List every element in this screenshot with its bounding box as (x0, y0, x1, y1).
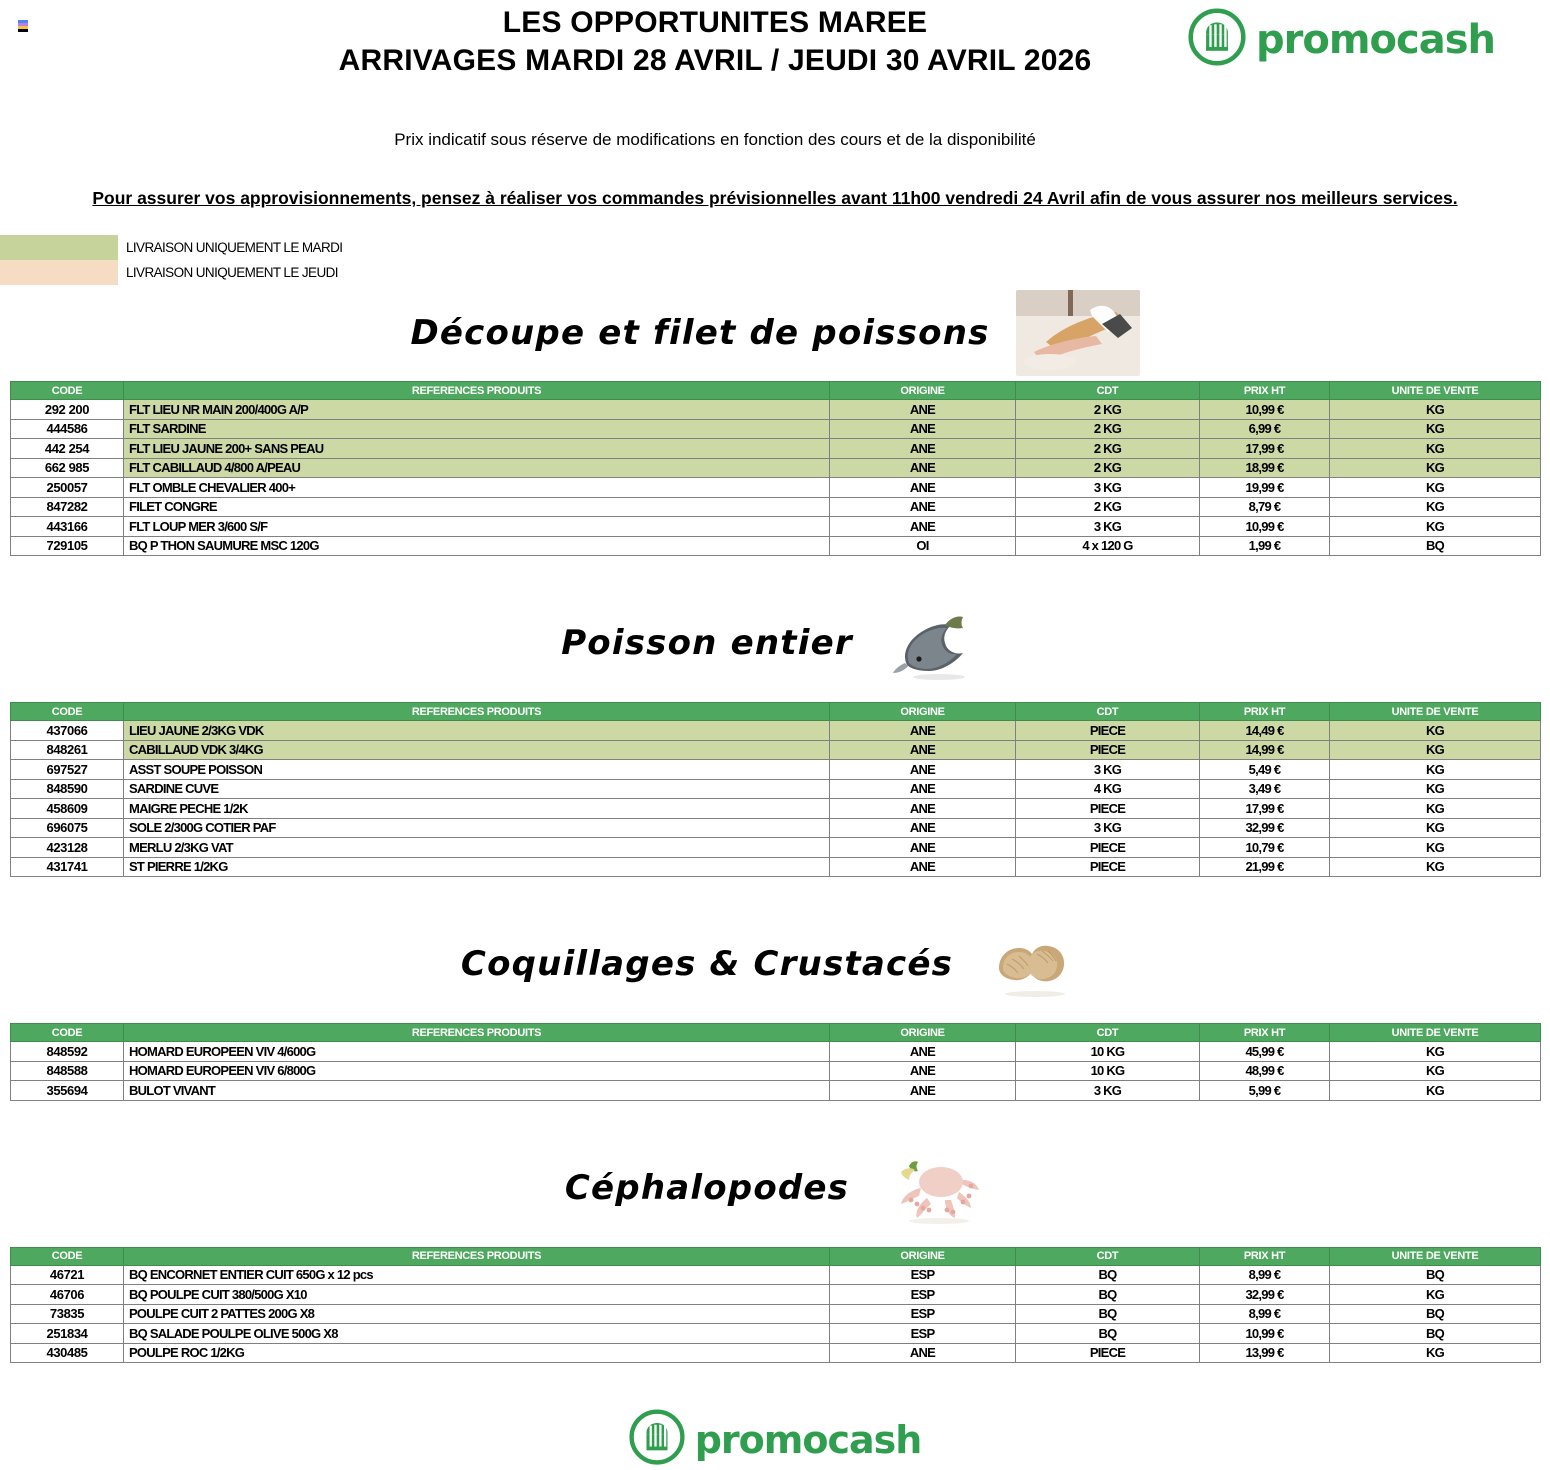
cell-origine: ANE (830, 517, 1016, 537)
cell-origine: ANE (830, 1042, 1016, 1062)
cell-origine: ANE (830, 458, 1016, 478)
section-title: Poisson entier (561, 623, 853, 663)
cell-origine: ANE (830, 760, 1016, 780)
fish-filleting-photo (1016, 290, 1140, 376)
cell-unite: KG (1330, 740, 1541, 760)
col-ref: REFERENCES PRODUITS (124, 703, 830, 721)
cell-code: 848588 (11, 1061, 124, 1081)
cell-reference: ASST SOUPE POISSON (124, 760, 830, 780)
cell-prix: 3,49 € (1200, 779, 1330, 799)
cell-unite: KG (1330, 1343, 1541, 1363)
cell-unite: KG (1330, 721, 1541, 741)
cell-origine: ANE (830, 478, 1016, 498)
cell-reference: FLT LIEU NR MAIN 200/400G A/P (124, 400, 830, 420)
cell-prix: 1,99 € (1200, 536, 1330, 556)
table-row (11, 1061, 1541, 1081)
cell-prix: 32,99 € (1200, 818, 1330, 838)
col-prix: PRIX HT (1200, 1024, 1330, 1042)
table-row (11, 1324, 1541, 1344)
cell-cdt: 2 KG (1016, 497, 1200, 517)
cell-reference: ST PIERRE 1/2KG (124, 857, 830, 877)
cell-unite: KG (1330, 818, 1541, 838)
cell-origine: ANE (830, 1061, 1016, 1081)
table-row (11, 1343, 1541, 1363)
cell-cdt: BQ (1016, 1304, 1200, 1324)
cell-code: 46706 (11, 1285, 124, 1305)
col-ref: REFERENCES PRODUITS (124, 1024, 830, 1042)
table-row (11, 458, 1541, 478)
promocash-logo-header (1188, 8, 1495, 71)
cell-reference: CABILLAUD VDK 3/4KG (124, 740, 830, 760)
cell-cdt: PIECE (1016, 799, 1200, 819)
col-origine: ORIGINE (830, 382, 1016, 400)
cell-unite: KG (1330, 497, 1541, 517)
promocash-wordmark: promocash (1256, 16, 1495, 63)
table-header-row (11, 382, 1541, 400)
col-code: CODE (11, 703, 124, 721)
cell-code: 46721 (11, 1265, 124, 1285)
cell-code: 437066 (11, 721, 124, 741)
cell-reference: HOMARD EUROPEEN VIV 6/800G (124, 1061, 830, 1081)
cell-origine: ESP (830, 1324, 1016, 1344)
cell-origine: ANE (830, 439, 1016, 459)
cell-origine: ESP (830, 1265, 1016, 1285)
table-row (11, 497, 1541, 517)
table-row (11, 818, 1541, 838)
cell-code: 848590 (11, 779, 124, 799)
cell-prix: 45,99 € (1200, 1042, 1330, 1062)
cell-reference: FILET CONGRE (124, 497, 830, 517)
cell-code: 848592 (11, 1042, 124, 1062)
cell-prix: 10,99 € (1200, 517, 1330, 537)
col-prix: PRIX HT (1200, 1247, 1330, 1265)
cell-cdt: 2 KG (1016, 400, 1200, 420)
title-line-2: ARRIVAGES MARDI 28 AVRIL / JEUDI 30 AVRIL 2026 (338, 44, 1092, 78)
table-row (11, 721, 1541, 741)
cell-prix: 13,99 € (1200, 1343, 1330, 1363)
cell-unite: KG (1330, 478, 1541, 498)
cell-origine: ANE (830, 1343, 1016, 1363)
cell-code: 458609 (11, 799, 124, 819)
cell-prix: 14,99 € (1200, 740, 1330, 760)
cell-prix: 5,49 € (1200, 760, 1330, 780)
table-header-row (11, 1024, 1541, 1042)
col-code: CODE (11, 382, 124, 400)
cell-origine: ANE (830, 838, 1016, 858)
cell-reference: POULPE ROC 1/2KG (124, 1343, 830, 1363)
table-wrap-cephalopodes (0, 1247, 1550, 1364)
cell-origine: OI (830, 536, 1016, 556)
cell-prix: 8,99 € (1200, 1265, 1330, 1285)
cell-prix: 6,99 € (1200, 419, 1330, 439)
cell-unite: KG (1330, 517, 1541, 537)
table-wrap-coquillages (0, 1023, 1550, 1101)
cell-code: 443166 (11, 517, 124, 537)
cell-prix: 21,99 € (1200, 857, 1330, 877)
order-notice: Pour assurer vos approvisionnements, pensez à réaliser vos commandes prévisionnelles avant 11h00 vendredi 24 Avril afin de vous assurer nos meilleurs services. (92, 188, 1458, 208)
table-row (11, 760, 1541, 780)
cell-unite: KG (1330, 857, 1541, 877)
cell-cdt: 10 KG (1016, 1061, 1200, 1081)
cell-origine: ANE (830, 779, 1016, 799)
cell-unite: KG (1330, 779, 1541, 799)
cell-prix: 19,99 € (1200, 478, 1330, 498)
cell-cdt: 10 KG (1016, 1042, 1200, 1062)
table-row (11, 857, 1541, 877)
cell-unite: KG (1330, 1285, 1541, 1305)
cell-reference: MERLU 2/3KG VAT (124, 838, 830, 858)
price-table-coquillages (10, 1023, 1541, 1101)
cell-cdt: 3 KG (1016, 818, 1200, 838)
col-cdt: CDT (1016, 1247, 1200, 1265)
cell-prix: 17,99 € (1200, 799, 1330, 819)
cell-reference: BQ SALADE POULPE OLIVE 500G X8 (124, 1324, 830, 1344)
table-wrap-decoupe (0, 381, 1550, 556)
page-header (0, 0, 1550, 90)
cell-reference: FLT OMBLE CHEVALIER 400+ (124, 478, 830, 498)
cell-origine: ANE (830, 857, 1016, 877)
legend-item-jeudi (0, 260, 1550, 285)
table-header-row (11, 1247, 1541, 1265)
cell-prix: 8,79 € (1200, 497, 1330, 517)
cell-code: 430485 (11, 1343, 124, 1363)
cell-cdt: 3 KG (1016, 478, 1200, 498)
legend-swatch-jeudi (0, 260, 118, 285)
promocash-chef-hat-icon (1188, 8, 1246, 71)
cell-origine: ANE (830, 740, 1016, 760)
table-row (11, 838, 1541, 858)
cell-prix: 8,99 € (1200, 1304, 1330, 1324)
shellfish-photo (979, 924, 1089, 1004)
table-row (11, 740, 1541, 760)
legend-swatch-mardi (0, 235, 118, 260)
col-unite: UNITE DE VENTE (1330, 382, 1541, 400)
col-unite: UNITE DE VENTE (1330, 703, 1541, 721)
cell-code: 697527 (11, 760, 124, 780)
cell-reference: BQ ENCORNET ENTIER CUIT 650G x 12 pcs (124, 1265, 830, 1285)
cell-unite: KG (1330, 1042, 1541, 1062)
cell-unite: KG (1330, 1081, 1541, 1101)
table-row (11, 400, 1541, 420)
cell-cdt: 3 KG (1016, 1081, 1200, 1101)
table-row (11, 517, 1541, 537)
cell-code: 442 254 (11, 439, 124, 459)
cell-reference: BULOT VIVANT (124, 1081, 830, 1101)
cell-prix: 17,99 € (1200, 439, 1330, 459)
cell-code: 423128 (11, 838, 124, 858)
table-row (11, 1265, 1541, 1285)
col-ref: REFERENCES PRODUITS (124, 1247, 830, 1265)
cell-unite: KG (1330, 838, 1541, 858)
cell-reference: SOLE 2/300G COTIER PAF (124, 818, 830, 838)
cell-cdt: PIECE (1016, 740, 1200, 760)
table-row (11, 478, 1541, 498)
cell-cdt: 2 KG (1016, 419, 1200, 439)
col-prix: PRIX HT (1200, 703, 1330, 721)
section-title: Découpe et filet de poissons (410, 313, 990, 353)
cell-cdt: 2 KG (1016, 439, 1200, 459)
cell-prix: 32,99 € (1200, 1285, 1330, 1305)
cell-reference: LIEU JAUNE 2/3KG VDK (124, 721, 830, 741)
cell-prix: 18,99 € (1200, 458, 1330, 478)
cell-prix: 14,49 € (1200, 721, 1330, 741)
price-table-cephalopodes (10, 1247, 1541, 1364)
cell-unite: KG (1330, 458, 1541, 478)
table-row (11, 1304, 1541, 1324)
cell-reference: FLT CABILLAUD 4/800 A/PEAU (124, 458, 830, 478)
cell-origine: ANE (830, 721, 1016, 741)
section-header-cephalopodes (0, 1129, 1550, 1247)
section-header-decoupe (0, 285, 1550, 381)
section-title: Coquillages & Crustacés (460, 944, 954, 984)
cell-reference: FLT SARDINE (124, 419, 830, 439)
table-row (11, 779, 1541, 799)
cell-reference: BQ POULPE CUIT 380/500G X10 (124, 1285, 830, 1305)
promocash-chef-hat-icon (629, 1409, 685, 1470)
cell-prix: 10,99 € (1200, 400, 1330, 420)
cell-cdt: 2 KG (1016, 458, 1200, 478)
col-ref: REFERENCES PRODUITS (124, 382, 830, 400)
promocash-wordmark: promocash (694, 1417, 922, 1462)
cell-code: 444586 (11, 419, 124, 439)
cell-unite: KG (1330, 400, 1541, 420)
delivery-legend (0, 235, 1550, 285)
cell-code: 251834 (11, 1324, 124, 1344)
cell-unite: KG (1330, 439, 1541, 459)
price-table-decoupe (10, 381, 1541, 556)
cell-code: 848261 (11, 740, 124, 760)
cell-reference: FLT LIEU JAUNE 200+ SANS PEAU (124, 439, 830, 459)
cell-unite: KG (1330, 799, 1541, 819)
cell-prix: 5,99 € (1200, 1081, 1330, 1101)
col-code: CODE (11, 1024, 124, 1042)
cell-code: 292 200 (11, 400, 124, 420)
cell-cdt: PIECE (1016, 838, 1200, 858)
col-prix: PRIX HT (1200, 382, 1330, 400)
cell-origine: ESP (830, 1304, 1016, 1324)
cell-code: 73835 (11, 1304, 124, 1324)
cell-reference: BQ P THON SAUMURE MSC 120G (124, 536, 830, 556)
legend-label-mardi: LIVRAISON UNIQUEMENT LE MARDI (126, 240, 343, 255)
cell-reference: HOMARD EUROPEEN VIV 4/600G (124, 1042, 830, 1062)
cell-unite: BQ (1330, 1304, 1541, 1324)
table-header-row (11, 703, 1541, 721)
col-unite: UNITE DE VENTE (1330, 1024, 1541, 1042)
cell-unite: BQ (1330, 1265, 1541, 1285)
col-cdt: CDT (1016, 703, 1200, 721)
col-origine: ORIGINE (830, 1247, 1016, 1265)
cell-unite: KG (1330, 1061, 1541, 1081)
table-row (11, 419, 1541, 439)
cell-code: 847282 (11, 497, 124, 517)
cell-origine: ANE (830, 419, 1016, 439)
cell-cdt: BQ (1016, 1285, 1200, 1305)
cell-unite: KG (1330, 419, 1541, 439)
cell-prix: 48,99 € (1200, 1061, 1330, 1081)
table-row (11, 799, 1541, 819)
title-line-1: LES OPPORTUNITES MAREE (502, 6, 928, 39)
col-cdt: CDT (1016, 1024, 1200, 1042)
col-code: CODE (11, 1247, 124, 1265)
cell-cdt: PIECE (1016, 721, 1200, 741)
section-header-poisson-entier (0, 584, 1550, 702)
table-row (11, 536, 1541, 556)
cell-code: 662 985 (11, 458, 124, 478)
page-footer (0, 1409, 1550, 1470)
cell-origine: ANE (830, 1081, 1016, 1101)
section-title: Céphalopodes (564, 1167, 850, 1208)
cell-cdt: 4 KG (1016, 779, 1200, 799)
cell-origine: ESP (830, 1285, 1016, 1305)
cell-reference: SARDINE CUVE (124, 779, 830, 799)
cell-prix: 10,79 € (1200, 838, 1330, 858)
cell-reference: MAIGRE PECHE 1/2K (124, 799, 830, 819)
cell-reference: FLT LOUP MER 3/600 S/F (124, 517, 830, 537)
cell-code: 431741 (11, 857, 124, 877)
cell-code: 696075 (11, 818, 124, 838)
col-origine: ORIGINE (830, 1024, 1016, 1042)
price-table-poisson-entier (10, 702, 1541, 877)
cell-unite: KG (1330, 760, 1541, 780)
legend-item-mardi (0, 235, 1550, 260)
col-unite: UNITE DE VENTE (1330, 1247, 1541, 1265)
table-wrap-poisson-entier (0, 702, 1550, 877)
octopus-photo (875, 1148, 985, 1228)
cell-cdt: PIECE (1016, 1343, 1200, 1363)
cell-code: 729105 (11, 536, 124, 556)
col-cdt: CDT (1016, 382, 1200, 400)
legend-label-jeudi: LIVRAISON UNIQUEMENT LE JEUDI (126, 265, 338, 280)
whole-fish-photo (879, 603, 989, 683)
table-row (11, 1285, 1541, 1305)
cell-unite: BQ (1330, 536, 1541, 556)
cell-origine: ANE (830, 497, 1016, 517)
promocash-logo-footer (629, 1409, 922, 1470)
cell-cdt: 4 x 120 G (1016, 536, 1200, 556)
cell-cdt: BQ (1016, 1324, 1200, 1344)
cell-origine: ANE (830, 818, 1016, 838)
cell-origine: ANE (830, 400, 1016, 420)
cell-cdt: PIECE (1016, 857, 1200, 877)
table-row (11, 1042, 1541, 1062)
table-row (11, 1081, 1541, 1101)
cell-unite: BQ (1330, 1324, 1541, 1344)
cell-cdt: 3 KG (1016, 517, 1200, 537)
col-origine: ORIGINE (830, 703, 1016, 721)
table-row (11, 439, 1541, 459)
cell-prix: 10,99 € (1200, 1324, 1330, 1344)
cell-reference: POULPE CUIT 2 PATTES 200G X8 (124, 1304, 830, 1324)
cell-cdt: 3 KG (1016, 760, 1200, 780)
section-header-coquillages (0, 905, 1550, 1023)
cell-code: 355694 (11, 1081, 124, 1101)
cell-code: 250057 (11, 478, 124, 498)
cell-origine: ANE (830, 799, 1016, 819)
cell-cdt: BQ (1016, 1265, 1200, 1285)
price-disclaimer: Prix indicatif sous réserve de modifications en fonction des cours et de la disponibilité (394, 130, 1036, 149)
